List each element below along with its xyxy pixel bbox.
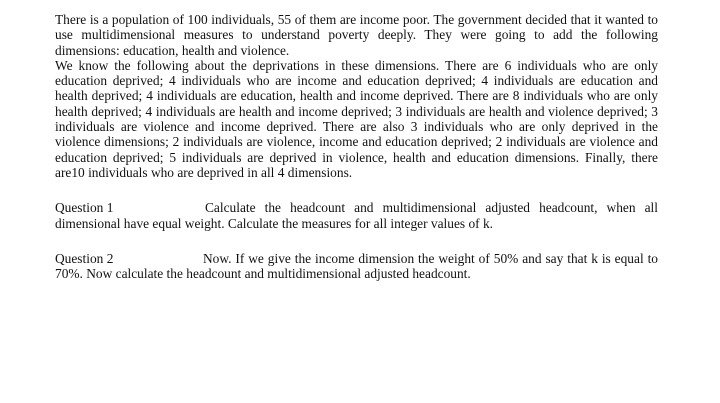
question-1 [55, 200, 658, 231]
question-1-label: Question 1 [55, 200, 114, 216]
question-2-label: Question 2 [55, 250, 114, 266]
spacer [55, 231, 658, 251]
spacer [55, 180, 658, 200]
question-2 [55, 251, 658, 282]
question-1-text: Calculate the headcount and multidimensional adjusted headcount, when all dimensional have equal weight. Calculate the measures for all integer values of k. [55, 200, 658, 231]
question-2-text: Now. If we give the income dimension the weight of 50% and say that k is equal to 70%. Now calculate the headcount and multidimensional adjusted headcount. [55, 250, 658, 282]
document-page [55, 12, 658, 281]
intro-paragraph: There is a population of 100 individuals, 55 of them are income poor. The government decided that it wanted to use multidimensional measures to understand poverty deeply. They were going to add the following dimensions: education, health and violence. [55, 12, 658, 58]
deprivations-paragraph: We know the following about the deprivations in these dimensions. There are 6 individuals who are only education deprived; 4 individuals who are income and education deprived; 4 individuals are education and health deprived; 4 individuals are education, health and income deprived. There are 8 individuals who are only health deprived; 4 individuals are health and income deprived; 3 individuals are health and violence deprived; 3 individuals are violence and income deprived. There are also 3 individuals who are only deprived in the violence dimensions; 2 individuals are violence, income and education deprived; 2 individuals are violence and education deprived; 5 individuals are deprived in violence, health and education dimensions. Finally, there are10 individuals who are deprived in all 4 dimensions. [55, 57, 658, 180]
